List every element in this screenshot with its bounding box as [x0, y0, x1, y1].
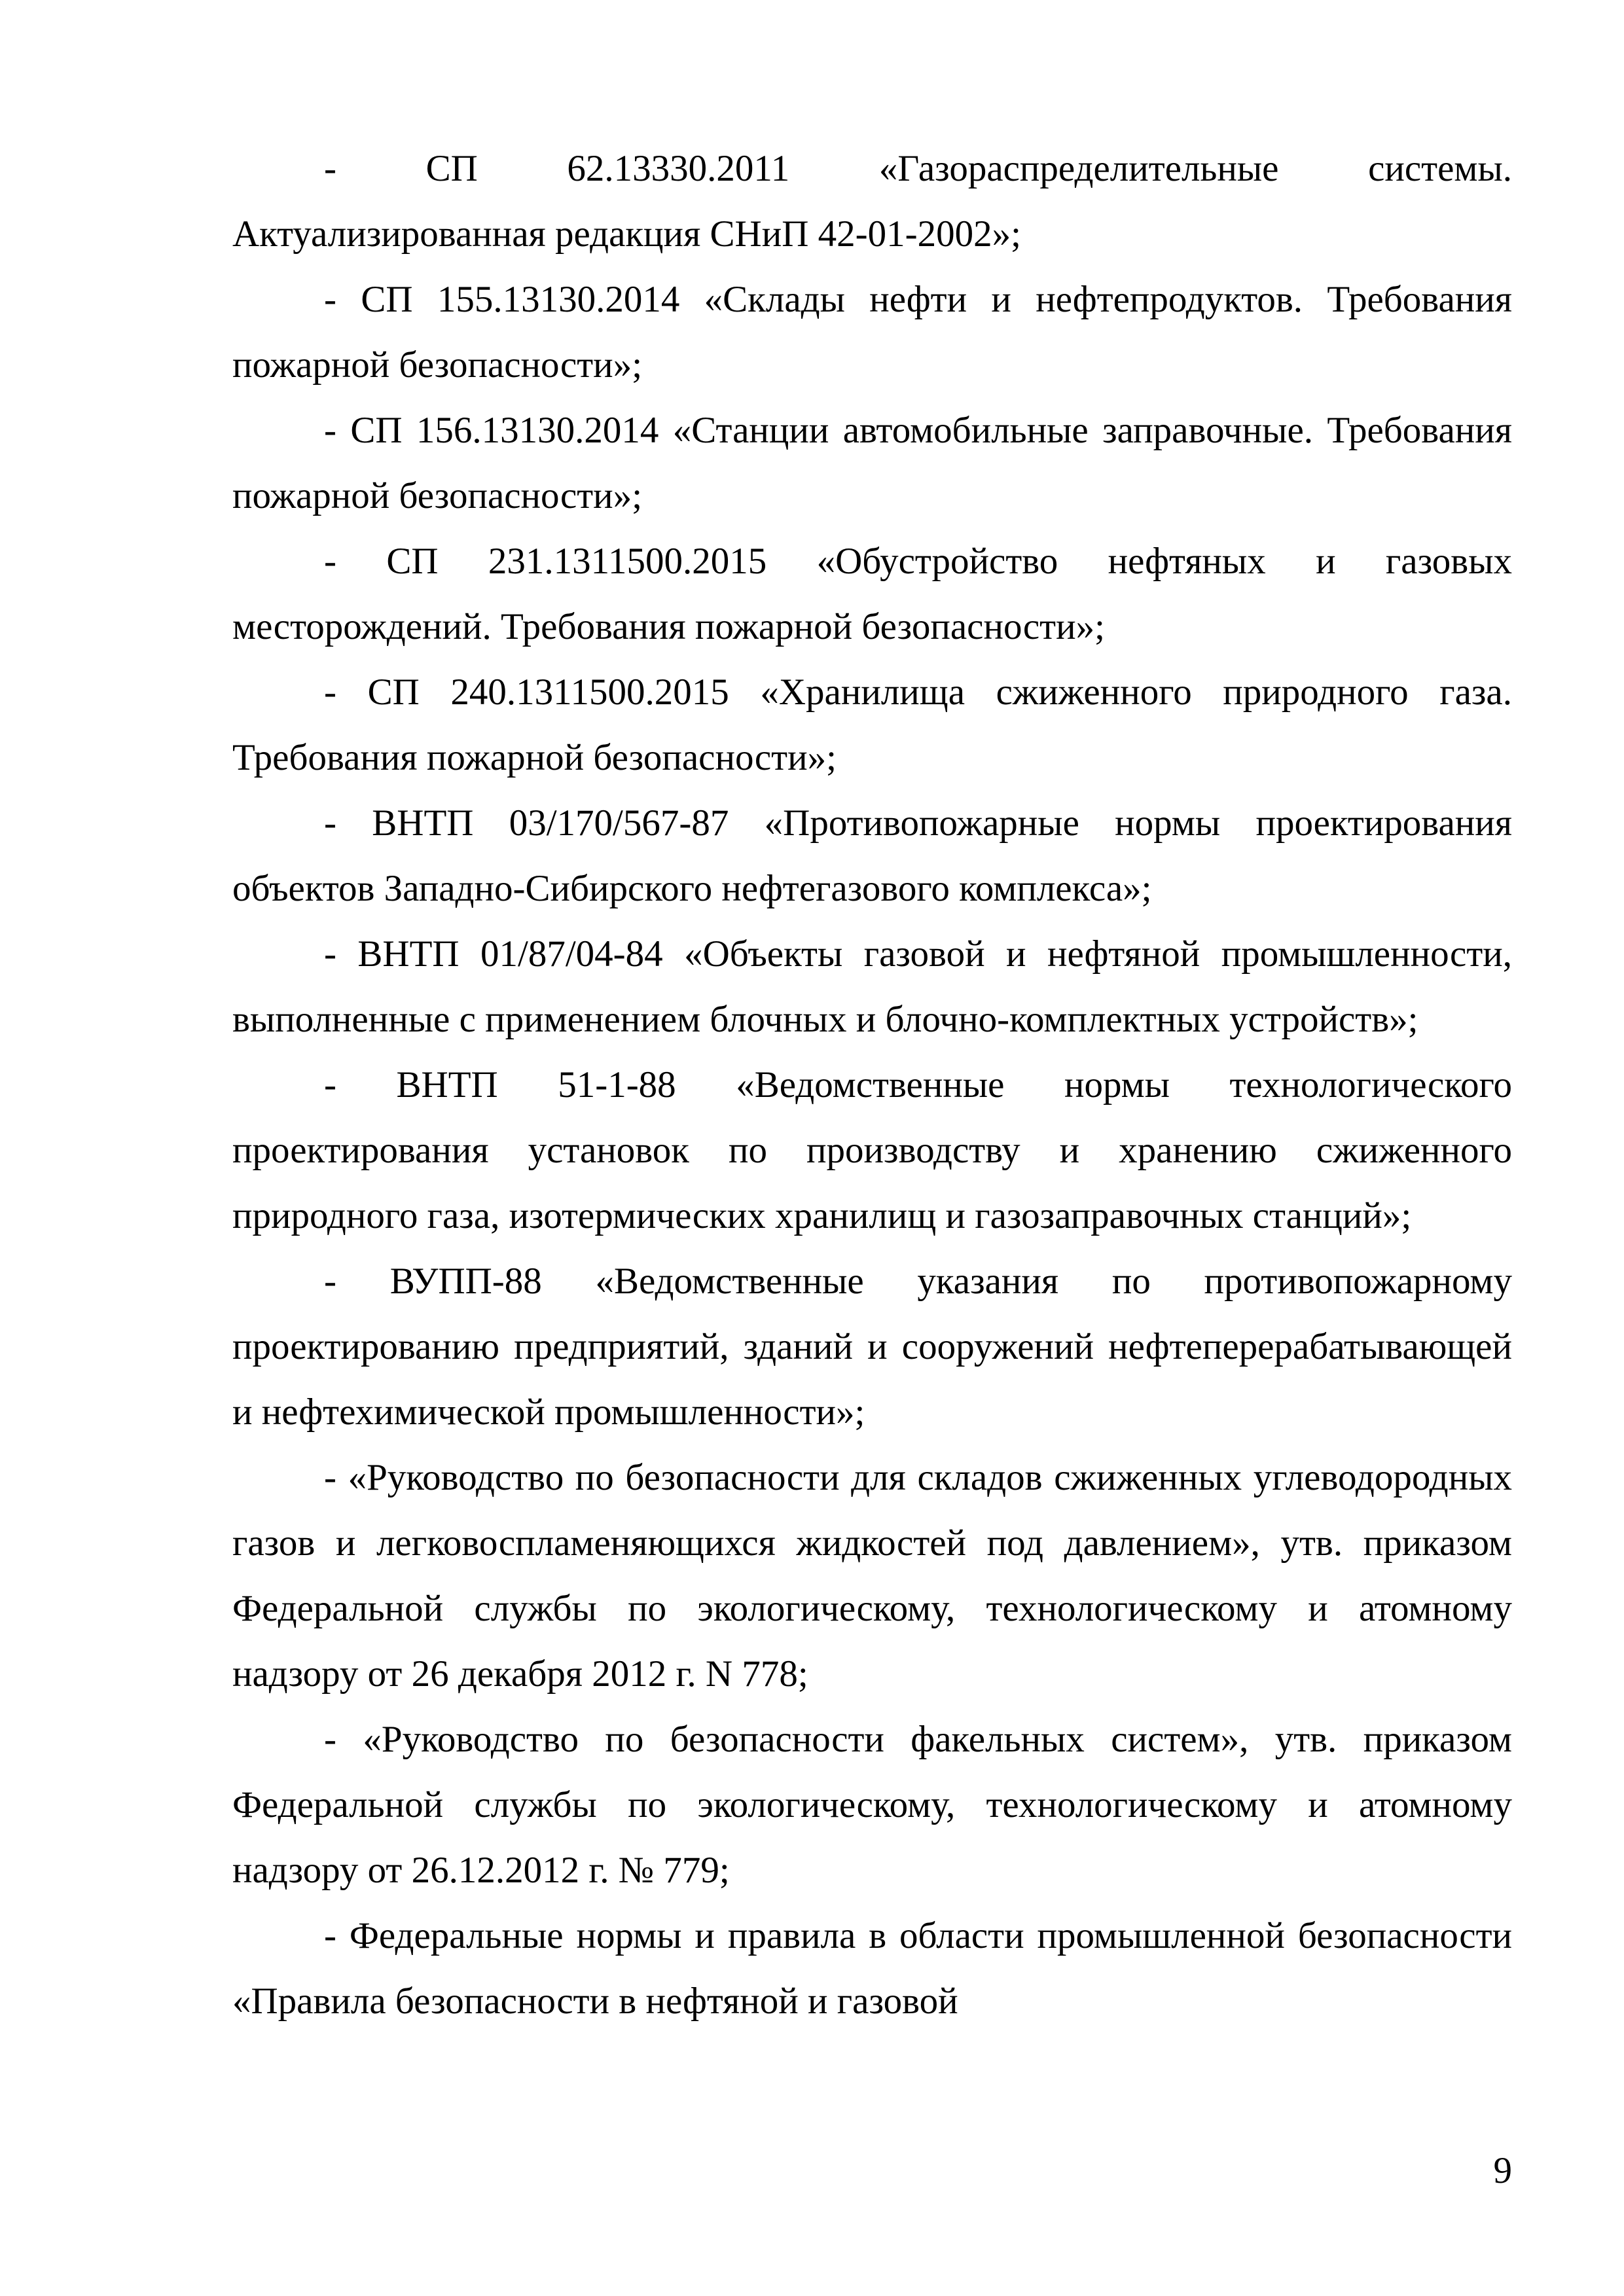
list-item-sp-240: - СП 240.1311500.2015 «Хранилища сжиженного природного газа. Требования пожарной безопасности»; — [232, 672, 1512, 778]
document-body — [232, 136, 1512, 2034]
page-number: 9 — [1493, 2150, 1512, 2191]
list-item-vntp-01: - ВНТП 01/87/04-84 «Объекты газовой и нефтяной промышленности, выполненные с применением блочных и блочно-комплектных устройств»; — [232, 933, 1512, 1040]
list-item-guide-lpg: - «Руководство по безопасности для складов сжиженных углеводородных газов и легковоспламеняющихся жидкостей под давлением», утв. приказом Федеральной службы по экологическому, технологическому и атомному надзору от 26 декабря 2012 г. N 778; — [232, 1457, 1512, 1695]
list-item-federal-norms: - Федеральные нормы и правила в области промышленной безопасности «Правила безопасности в нефтяной и газовой — [232, 1915, 1512, 2022]
list-item-sp-62: - СП 62.13330.2011 «Газораспределительные системы. Актуализированная редакция СНиП 42-01-2002»; — [232, 148, 1512, 255]
list-item-sp-156: - СП 156.13130.2014 «Станции автомобильные заправочные. Требования пожарной безопасности»; — [232, 410, 1512, 516]
list-item-sp-231: - СП 231.1311500.2015 «Обустройство нефтяных и газовых месторождений. Требования пожарной безопасности»; — [232, 541, 1512, 647]
list-item-vntp-03: - ВНТП 03/170/567-87 «Противопожарные нормы проектирования объектов Западно-Сибирского нефтегазового комплекса»; — [232, 802, 1512, 909]
list-item-guide-flare: - «Руководство по безопасности факельных систем», утв. приказом Федеральной службы по экологическому, технологическому и атомному надзору от 26.12.2012 г. № 779; — [232, 1719, 1512, 1891]
list-item-sp-155: - СП 155.13130.2014 «Склады нефти и нефтепродуктов. Требования пожарной безопасности»; — [232, 279, 1512, 386]
list-item-vupp-88: - ВУПП-88 «Ведомственные указания по противопожарному проектированию предприятий, зданий и сооружений нефтеперерабатывающей и нефтехимической промышленности»; — [232, 1261, 1512, 1433]
list-item-vntp-51: - ВНТП 51-1-88 «Ведомственные нормы технологического проектирования установок по производству и хранению сжиженного природного газа, изотермических хранилищ и газозаправочных станций»; — [232, 1064, 1512, 1236]
